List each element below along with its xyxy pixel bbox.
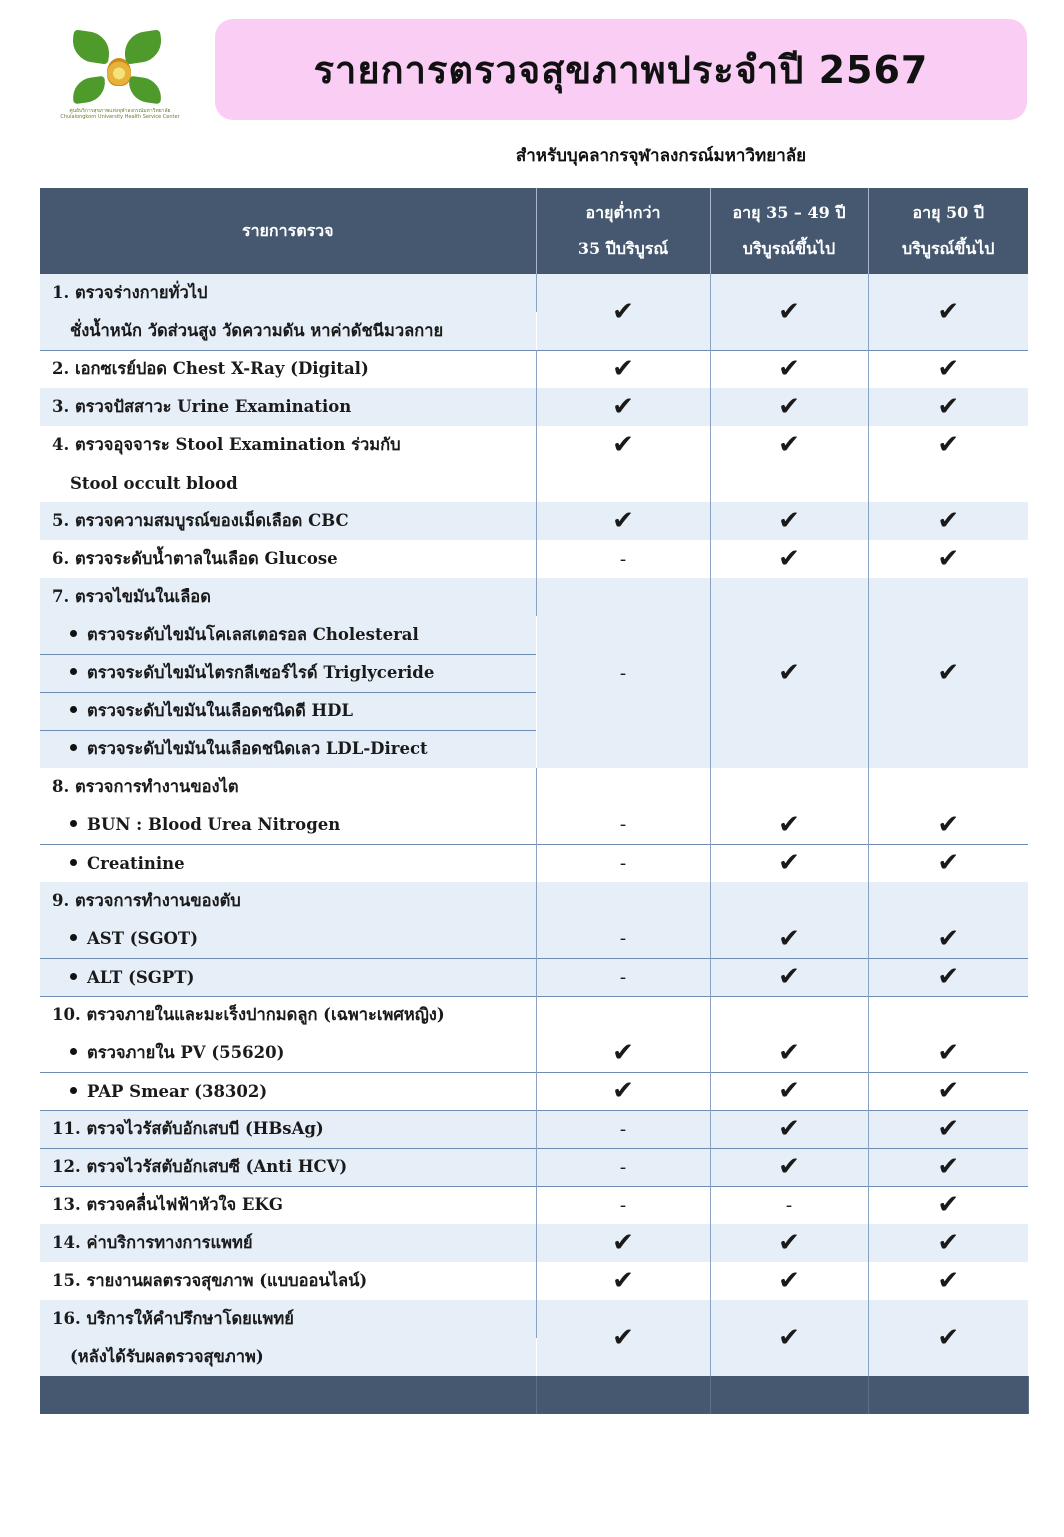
row-label-text: BUN : Blood Urea Nitrogen	[87, 815, 341, 835]
row-label: ชั่งน้ำหนัก วัดส่วนสูง วัดความดัน หาค่าดัชนีมวลกาย	[40, 312, 536, 350]
footer-cell	[868, 1376, 1028, 1414]
row-label-text: ALT (SGPT)	[87, 967, 195, 987]
title-banner	[215, 19, 1027, 120]
row-label	[40, 806, 536, 844]
row-label	[40, 958, 536, 996]
mark-age-50-plus: ✔	[868, 1186, 1028, 1224]
row-label	[40, 920, 536, 958]
mark-age-35-49: ✔	[710, 1224, 868, 1262]
row-label-text: PAP Smear (38302)	[87, 1081, 268, 1101]
row-label	[40, 616, 536, 654]
table-row	[40, 350, 1028, 388]
header-age-under-35-line2: 35 ปีบริบูรณ์	[577, 239, 669, 258]
row-label: 3. ตรวจปัสสาวะ Urine Examination	[40, 388, 536, 426]
mark-age-50-plus: ✔	[868, 388, 1028, 426]
row-label	[40, 692, 536, 730]
mark-age-50-plus: ✔	[937, 544, 960, 574]
row-label-text: ตรวจระดับไขมันในเลือดชนิดดี HDL	[87, 701, 354, 720]
table-row	[40, 540, 1028, 578]
mark-age-under-35: ✔	[536, 274, 710, 350]
mark-age-50-plus: ✔	[868, 1110, 1028, 1148]
table-row	[40, 844, 1028, 882]
bullet-icon	[70, 668, 77, 675]
empty-cell	[710, 996, 868, 1034]
mark-age-50-plus: ✔	[868, 578, 1028, 768]
mark-age-35-49: ✔	[710, 274, 868, 350]
row-label: Stool occult blood	[40, 464, 536, 502]
table-header-row	[40, 188, 1028, 274]
logo-leaf-icon	[122, 30, 164, 65]
row-label: 13. ตรวจคลื่นไฟฟ้าหัวใจ EKG	[40, 1186, 536, 1224]
row-label	[40, 1072, 536, 1110]
bullet-icon	[70, 1087, 77, 1094]
mark-age-35-49: ✔	[710, 350, 868, 388]
empty-cell	[868, 996, 1028, 1034]
bullet-icon	[70, 859, 77, 866]
table-row	[40, 1262, 1028, 1300]
mark-age-35-49: ✔	[710, 388, 868, 426]
table-row	[40, 806, 1028, 844]
table-row	[40, 388, 1028, 426]
logo-leaf-icon	[70, 76, 107, 104]
header-age-under-35	[536, 188, 710, 274]
row-label: 7. ตรวจไขมันในเลือด	[40, 578, 536, 616]
footer-cell	[40, 1376, 536, 1414]
logo-caption-thai: ศูนย์บริการสุขภาพแห่งจุฬาลงกรณ์มหาวิทยาลัย	[69, 108, 171, 114]
mark-age-35-49: ✔	[710, 958, 868, 996]
row-label: 1. ตรวจร่างกายทั่วไป	[40, 274, 536, 312]
row-label: 15. รายงานผลตรวจสุขภาพ (แบบออนไลน์)	[40, 1262, 536, 1300]
table-row	[40, 274, 1028, 312]
row-label-text: ตรวจระดับไขมันโคเลสเตอรอล Cholesteral	[87, 624, 419, 644]
table-footer-band	[40, 1376, 1028, 1414]
row-label-text: ตรวจระดับไขมันในเลือดชนิดเลว LDL-Direct	[87, 739, 428, 759]
row-label: 16. บริการให้คำปรึกษาโดยแพทย์	[40, 1300, 536, 1338]
row-label: 8. ตรวจการทำงานของไต	[40, 768, 536, 806]
table-row	[40, 1300, 1028, 1338]
header-age-50-plus-line1: อายุ 50 ปี	[912, 203, 985, 222]
mark-age-under-35: ✔	[536, 502, 710, 540]
row-label: 12. ตรวจไวรัสตับอักเสบซี (Anti HCV)	[40, 1148, 536, 1186]
row-label	[40, 844, 536, 882]
mark-age-35-49: ✔	[710, 1034, 868, 1072]
mark-age-50-plus: ✔	[868, 274, 1028, 350]
table-row	[40, 426, 1028, 464]
empty-cell	[536, 768, 710, 806]
row-label: (หลังได้รับผลตรวจสุขภาพ)	[40, 1338, 536, 1376]
mark-age-35-49: -	[710, 1186, 868, 1224]
table-row	[40, 1186, 1028, 1224]
mark-age-35-49: ✔	[710, 1110, 868, 1148]
header-age-50-plus-line2: บริบูรณ์ขึ้นไป	[902, 239, 995, 258]
header-age-35-49-line1: อายุ 35 – 49 ปี	[732, 203, 846, 222]
mark-age-under-35: -	[536, 806, 710, 844]
logo-leaf-icon	[126, 76, 163, 104]
mark-age-50-plus: ✔	[868, 1224, 1028, 1262]
row-label-text: ตรวจภายใน PV (55620)	[87, 1042, 285, 1062]
header-age-under-35-line1: อายุต่ำกว่า	[585, 203, 661, 222]
row-label	[40, 1034, 536, 1072]
mark-age-under-35: ✔	[536, 1300, 710, 1376]
bullet-icon	[70, 630, 77, 637]
mark-age-under-35: ✔	[536, 1224, 710, 1262]
mark-age-50-plus: ✔	[937, 1037, 960, 1068]
bullet-icon	[70, 1048, 77, 1055]
page-subtitle: สำหรับบุคลากรจุฬาลงกรณ์มหาวิทยาลัย	[515, 146, 807, 166]
empty-cell	[536, 464, 710, 502]
row-label: 10. ตรวจภายในและมะเร็งปากมดลูก (เฉพาะเพศหญิง)	[40, 996, 536, 1034]
empty-cell	[868, 768, 1028, 806]
table-row	[40, 1034, 1028, 1072]
empty-cell	[868, 464, 1028, 502]
table-row	[40, 1148, 1028, 1186]
table-row	[40, 768, 1028, 806]
mark-age-50-plus: ✔	[868, 502, 1028, 540]
empty-cell	[710, 882, 868, 920]
header-age-35-49	[710, 188, 868, 274]
row-label: 5. ตรวจความสมบูรณ์ของเม็ดเลือด CBC	[40, 502, 536, 540]
bullet-icon	[70, 934, 77, 941]
checkup-table	[40, 188, 1029, 1414]
mark-age-under-35: ✔	[536, 388, 710, 426]
header-age-35-49-line2: บริบูรณ์ขึ้นไป	[742, 239, 836, 258]
mark-age-under-35: ✔	[536, 1262, 710, 1300]
mark-age-under-35: ✔	[536, 350, 710, 388]
mark-age-50-plus: ✔	[868, 920, 1028, 958]
row-label-text: AST (SGOT)	[87, 929, 199, 949]
footer-cell	[710, 1376, 868, 1414]
table-row	[40, 1072, 1028, 1110]
empty-cell	[710, 768, 868, 806]
bullet-icon	[70, 744, 77, 751]
mark-age-under-35: -	[536, 1148, 710, 1186]
page-title: รายการตรวจสุขภาพประจำปี 2567	[313, 48, 929, 92]
table-row	[40, 920, 1028, 958]
mark-age-50-plus: ✔	[937, 430, 960, 460]
royal-emblem-icon	[107, 58, 131, 86]
mark-age-under-35: -	[536, 1110, 710, 1148]
logo-leaf-icon	[70, 30, 112, 65]
row-label	[40, 730, 536, 768]
mark-age-under-35: -	[536, 958, 710, 996]
mark-age-50-plus: ✔	[868, 1072, 1028, 1110]
mark-age-35-49: ✔	[710, 806, 868, 844]
row-label: 2. เอกซเรย์ปอด Chest X-Ray (Digital)	[40, 350, 536, 388]
table-row	[40, 1110, 1028, 1148]
bullet-icon	[70, 706, 77, 713]
bullet-icon	[70, 973, 77, 980]
mark-age-under-35: -	[536, 844, 710, 882]
header-age-50-plus	[868, 188, 1028, 274]
mark-age-under-35: -	[536, 578, 710, 768]
mark-age-35-49: ✔	[710, 844, 868, 882]
table-row	[40, 1224, 1028, 1262]
mark-age-35-49: ✔	[710, 1072, 868, 1110]
mark-age-50-plus: ✔	[937, 809, 960, 840]
empty-cell	[868, 882, 1028, 920]
table-row	[40, 464, 1028, 502]
mark-age-35-49: ✔	[710, 1148, 868, 1186]
mark-age-35-49: ✔	[710, 920, 868, 958]
row-label: 4. ตรวจอุจจาระ Stool Examination ร่วมกับ	[40, 426, 536, 464]
row-label-text: Creatinine	[87, 853, 185, 873]
row-label: 14. ค่าบริการทางการแพทย์	[40, 1224, 536, 1262]
mark-age-under-35: ✔	[536, 426, 710, 464]
row-label: 11. ตรวจไวรัสตับอักเสบบี (HBsAg)	[40, 1110, 536, 1148]
logo-caption-english: Chulalongkorn University Health Service Center	[60, 114, 180, 120]
mark-age-50-plus: ✔	[868, 1148, 1028, 1186]
mark-age-under-35: -	[536, 540, 710, 578]
empty-cell	[710, 464, 868, 502]
table-row	[40, 958, 1028, 996]
logo-caption	[58, 108, 182, 120]
mark-age-35-49: ✔	[710, 426, 868, 464]
table-row	[40, 578, 1028, 616]
table-row	[40, 882, 1028, 920]
mark-age-35-49: ✔	[710, 1300, 868, 1376]
row-label: 6. ตรวจระดับน้ำตาลในเลือด Glucose	[40, 540, 536, 578]
footer-cell	[536, 1376, 710, 1414]
empty-cell	[536, 882, 710, 920]
table-row	[40, 502, 1028, 540]
mark-age-35-49: ✔	[710, 540, 868, 578]
mark-age-under-35: ✔	[536, 1034, 710, 1072]
mark-age-35-49: ✔	[710, 578, 868, 768]
row-label: 9. ตรวจการทำงานของตับ	[40, 882, 536, 920]
mark-age-under-35: -	[536, 920, 710, 958]
mark-age-under-35: -	[536, 1186, 710, 1224]
header-item: รายการตรวจ	[40, 188, 536, 274]
mark-age-35-49: ✔	[710, 1262, 868, 1300]
row-label-text: ตรวจระดับไขมันไตรกลีเซอร์ไรด์ Triglyceride	[87, 663, 435, 682]
health-center-logo	[58, 28, 182, 124]
row-label	[40, 654, 536, 692]
mark-age-50-plus: ✔	[868, 844, 1028, 882]
mark-age-50-plus: ✔	[868, 958, 1028, 996]
mark-age-50-plus: ✔	[868, 350, 1028, 388]
bullet-icon	[70, 820, 77, 827]
mark-age-35-49: ✔	[710, 502, 868, 540]
mark-age-under-35: ✔	[536, 1072, 710, 1110]
table-row	[40, 996, 1028, 1034]
mark-age-50-plus: ✔	[937, 1266, 960, 1296]
mark-age-50-plus: ✔	[868, 1300, 1028, 1376]
empty-cell	[536, 996, 710, 1034]
